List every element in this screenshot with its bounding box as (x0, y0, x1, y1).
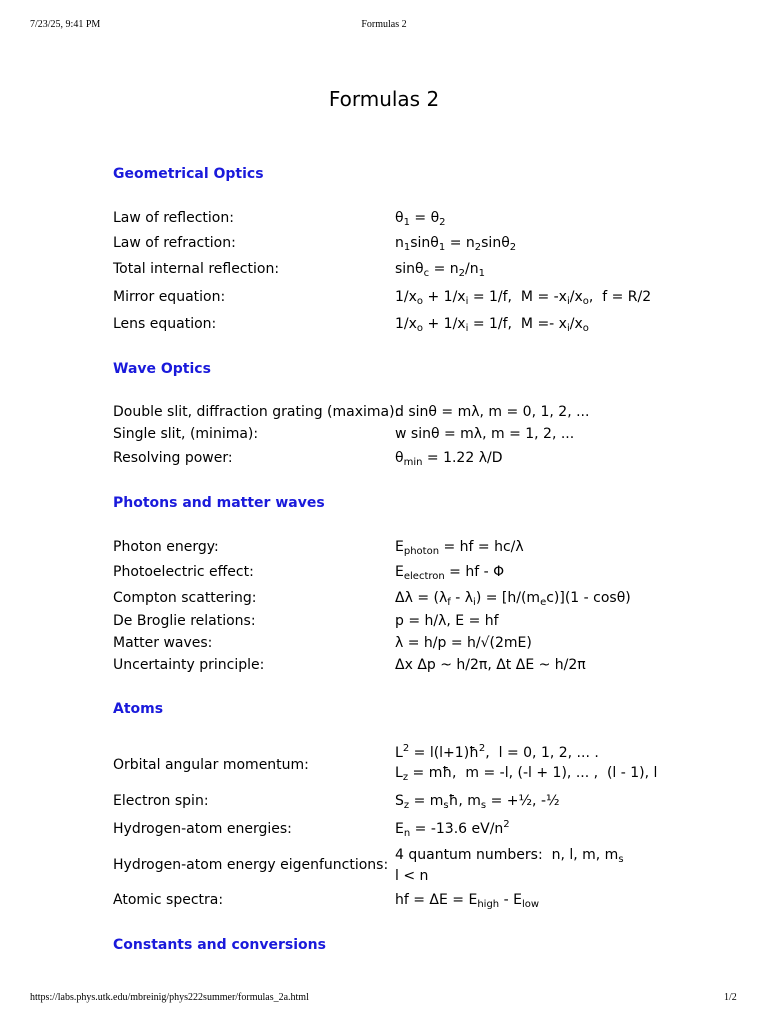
formula-value: $1/x_o + 1/x_i = 1/f$, $M =- x_i/x_o$ (395, 316, 589, 334)
formula-value: $E_{photon}$ = hf = hc/λ (395, 539, 524, 557)
formula-label: Matter waves: (113, 635, 213, 651)
section-heading-geometrical-optics: Geometrical Optics (113, 166, 264, 182)
formula-value: $\theta_{min} = 1.22$ λ/D (395, 450, 503, 468)
formula-value: $\Delta\lambda = (\lambda_f - \lambda_i) = [h/(m_ec)](1 - \cos\theta)$ (395, 590, 631, 608)
formula-label: Total internal reflection: (113, 261, 280, 277)
formula-value: $n_1\sin\theta_1 = n_2\sin\theta_2$ (395, 235, 517, 253)
formula-label: Single slit, (minima): (113, 426, 259, 442)
section-heading-photons: Photons and matter waves (113, 495, 325, 511)
print-datetime: 7/23/25, 9:41 PM (30, 19, 101, 30)
formula-label: Orbital angular momentum: (113, 757, 309, 773)
formula-label: Electron spin: (113, 793, 209, 809)
formula-label: Photon energy: (113, 539, 219, 555)
formula-value: $L^2$ = $l(l+1)ħ^2$, l = 0, 1, 2, ... . (395, 743, 599, 761)
formula-label: Lens equation: (113, 316, 217, 332)
formula-label: Compton scattering: (113, 590, 257, 606)
formula-label: Double slit, diffraction grating (maxima): (113, 404, 400, 420)
formula-value: w sinθ = mλ, m = 1, 2, ... (395, 426, 575, 442)
formula-value: $1/x_o + 1/x_i = 1/f$, $M = -x_i/x_o$, f = R/2 (395, 289, 652, 307)
formula-label: Law of refraction: (113, 235, 236, 251)
formula-label: Atomic spectra: (113, 892, 224, 908)
formula-label: Mirror equation: (113, 289, 226, 305)
formula-value: 4 quantum numbers: n, l, m, $m_s$ (395, 847, 624, 865)
formula-value: p = h/λ, E = hf (395, 613, 499, 629)
formula-value: l < n (395, 868, 429, 884)
formula-value: $L_z$ = mħ, m = -l, (-l + 1), ... , (l - 1), l (395, 765, 658, 783)
formula-label: Photoelectric effect: (113, 564, 254, 580)
print-footer-url[interactable]: https://labs.phys.utk.edu/mbreinig/phys222summer/formulas_2a.html (30, 992, 309, 1003)
formula-value: $S_z$ = $m_sħ$, $m_s$ = +½, -½ (395, 793, 560, 811)
formula-label: Hydrogen-atom energies: (113, 821, 292, 837)
formula-value: $\theta_1 = \theta_2$ (395, 210, 446, 228)
formula-value: λ = h/p = h/√(2mE) (395, 635, 532, 651)
formula-label: Law of reflection: (113, 210, 234, 226)
section-heading-wave-optics: Wave Optics (113, 361, 211, 377)
formula-value: $E_{electron}$ = hf - Φ (395, 564, 505, 582)
formula-value: hf = $\Delta E = E_{high} - E_{low}$ (395, 892, 540, 910)
formula-label: Uncertainty principle: (113, 657, 265, 673)
section-heading-constants: Constants and conversions (113, 937, 326, 953)
page-title: Formulas 2 (328, 87, 440, 112)
print-footer-page-number: 1/2 (724, 992, 737, 1003)
formula-value: Δx Δp ~ h/2π, Δt ΔE ~ h/2π (395, 657, 586, 673)
formula-value: $\sin\theta_c = n_2/n_1$ (395, 261, 485, 279)
formula-label: Resolving power: (113, 450, 233, 466)
formula-label: De Broglie relations: (113, 613, 256, 629)
formula-label: Hydrogen-atom energy eigenfunctions: (113, 857, 389, 873)
formula-value: $E_n = -13.6$ $eV/n^2$ (395, 819, 510, 839)
print-header-title: Formulas 2 (361, 19, 407, 30)
section-heading-atoms: Atoms (113, 701, 164, 717)
formula-value: d sinθ = mλ, m = 0, 1, 2, ... (395, 404, 590, 420)
